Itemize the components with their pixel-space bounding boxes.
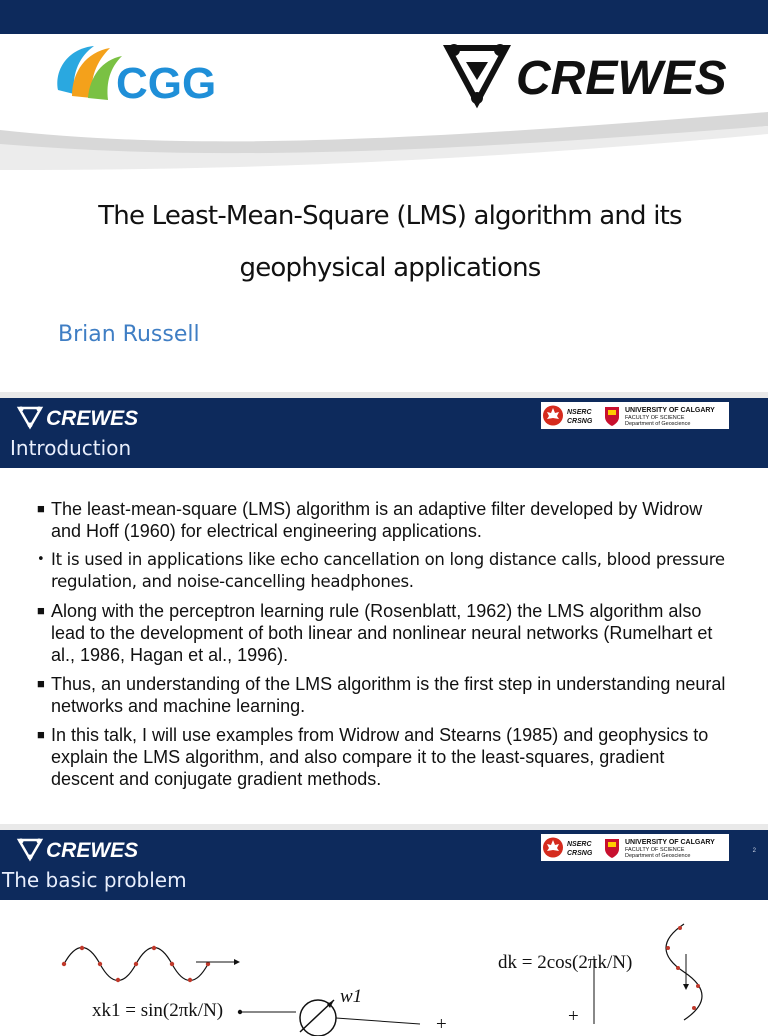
section-title: The basic problem — [2, 868, 187, 892]
university-crest-icon — [605, 839, 619, 858]
desired-equation: dk = 2cos(2πk/N) — [498, 952, 633, 973]
svg-text:CRSNG: CRSNG — [567, 418, 593, 425]
input-equation: xk1 = sin(2πk/N) — [92, 1000, 224, 1021]
crewes-triangle-icon — [19, 839, 42, 860]
partner-logos — [541, 402, 729, 429]
university-crest-icon — [605, 407, 619, 426]
bullet-list — [38, 498, 728, 797]
presentation-title — [40, 190, 740, 294]
list-item: • It is used in applications like echo cancellation on long distance calls, blood pressure regulation, and noise-cancelling headphones. — [37, 550, 725, 591]
down-arrow-icon — [683, 984, 689, 990]
slide-number: 2 — [752, 848, 756, 854]
weight-label: w1 — [340, 986, 363, 1007]
svg-text:FACULTY OF SCIENCE: FACULTY OF SCIENCE — [625, 847, 685, 853]
svg-text:FACULTY OF SCIENCE: FACULTY OF SCIENCE — [625, 415, 685, 421]
crewes-logo-small — [16, 404, 146, 430]
arrow-head-icon — [234, 959, 240, 965]
sample-dots — [62, 946, 210, 982]
svg-text:CREWES: CREWES — [516, 52, 727, 105]
maple-leaf-icon — [543, 406, 563, 426]
maple-leaf-icon — [543, 838, 563, 858]
basic-problem-slide — [0, 830, 768, 1035]
slide-header — [0, 830, 768, 900]
title-line-2: geophysical applications — [239, 253, 541, 283]
top-bar — [0, 0, 768, 34]
list-item: ■ In this talk, I will use examples from Widrow and Stearns (1985) and geophysics to explain the LMS algorithm, and also compare it to the least-squares, gradient descent and conjugate gradient methods. — [37, 725, 709, 789]
list-item: ■ Along with the perceptron learning rule (Rosenblatt, 1962) the LMS algorithm also lead to the development of both linear and nonlinear neural networks (Rumelhart et al., 1986, Hagan et al., 1996). — [37, 601, 713, 665]
plus-sign: + — [568, 1006, 579, 1027]
crewes-triangle-icon — [448, 44, 506, 104]
svg-text:NSERC: NSERC — [567, 841, 592, 848]
section-title: Introduction — [10, 436, 132, 460]
list-item: ■ The least-mean-square (LMS) algorithm is an adaptive filter developed by Widrow and Hoff (1960) for electrical engineering applications. — [37, 499, 703, 541]
junction-dot — [238, 1010, 242, 1014]
svg-text:CREWES: CREWES — [46, 407, 139, 430]
svg-text:UNIVERSITY OF CALGARY: UNIVERSITY OF CALGARY — [625, 839, 715, 846]
svg-text:CGG: CGG — [116, 59, 217, 108]
svg-text:Department of Geoscience: Department of Geoscience — [625, 421, 691, 427]
list-item: ■ Thus, an understanding of the LMS algorithm is the first step in understanding neural networks and machine learning. — [37, 674, 726, 716]
svg-text:CRSNG: CRSNG — [567, 850, 593, 857]
swoosh-decoration — [0, 100, 768, 170]
title-slide — [0, 0, 768, 392]
svg-text:CREWES: CREWES — [46, 839, 139, 862]
title-line-1: The Least-Mean-Square (LMS) algorithm and its — [98, 201, 682, 231]
desired-sample-dots — [666, 926, 700, 1010]
introduction-slide — [0, 398, 768, 824]
author-name: Brian Russell — [58, 322, 200, 347]
plus-sign: + — [436, 1014, 447, 1035]
slide-header — [0, 398, 768, 468]
crewes-logo-small — [16, 836, 146, 862]
svg-text:UNIVERSITY OF CALGARY: UNIVERSITY OF CALGARY — [625, 407, 715, 414]
crewes-logo — [444, 40, 754, 110]
partner-logos — [541, 834, 729, 861]
crewes-triangle-icon — [19, 407, 42, 428]
svg-text:Department of Geoscience: Department of Geoscience — [625, 853, 691, 859]
svg-text:NSERC: NSERC — [567, 409, 592, 416]
desired-cosine-wave — [666, 924, 702, 1020]
cgg-logo — [50, 38, 250, 108]
